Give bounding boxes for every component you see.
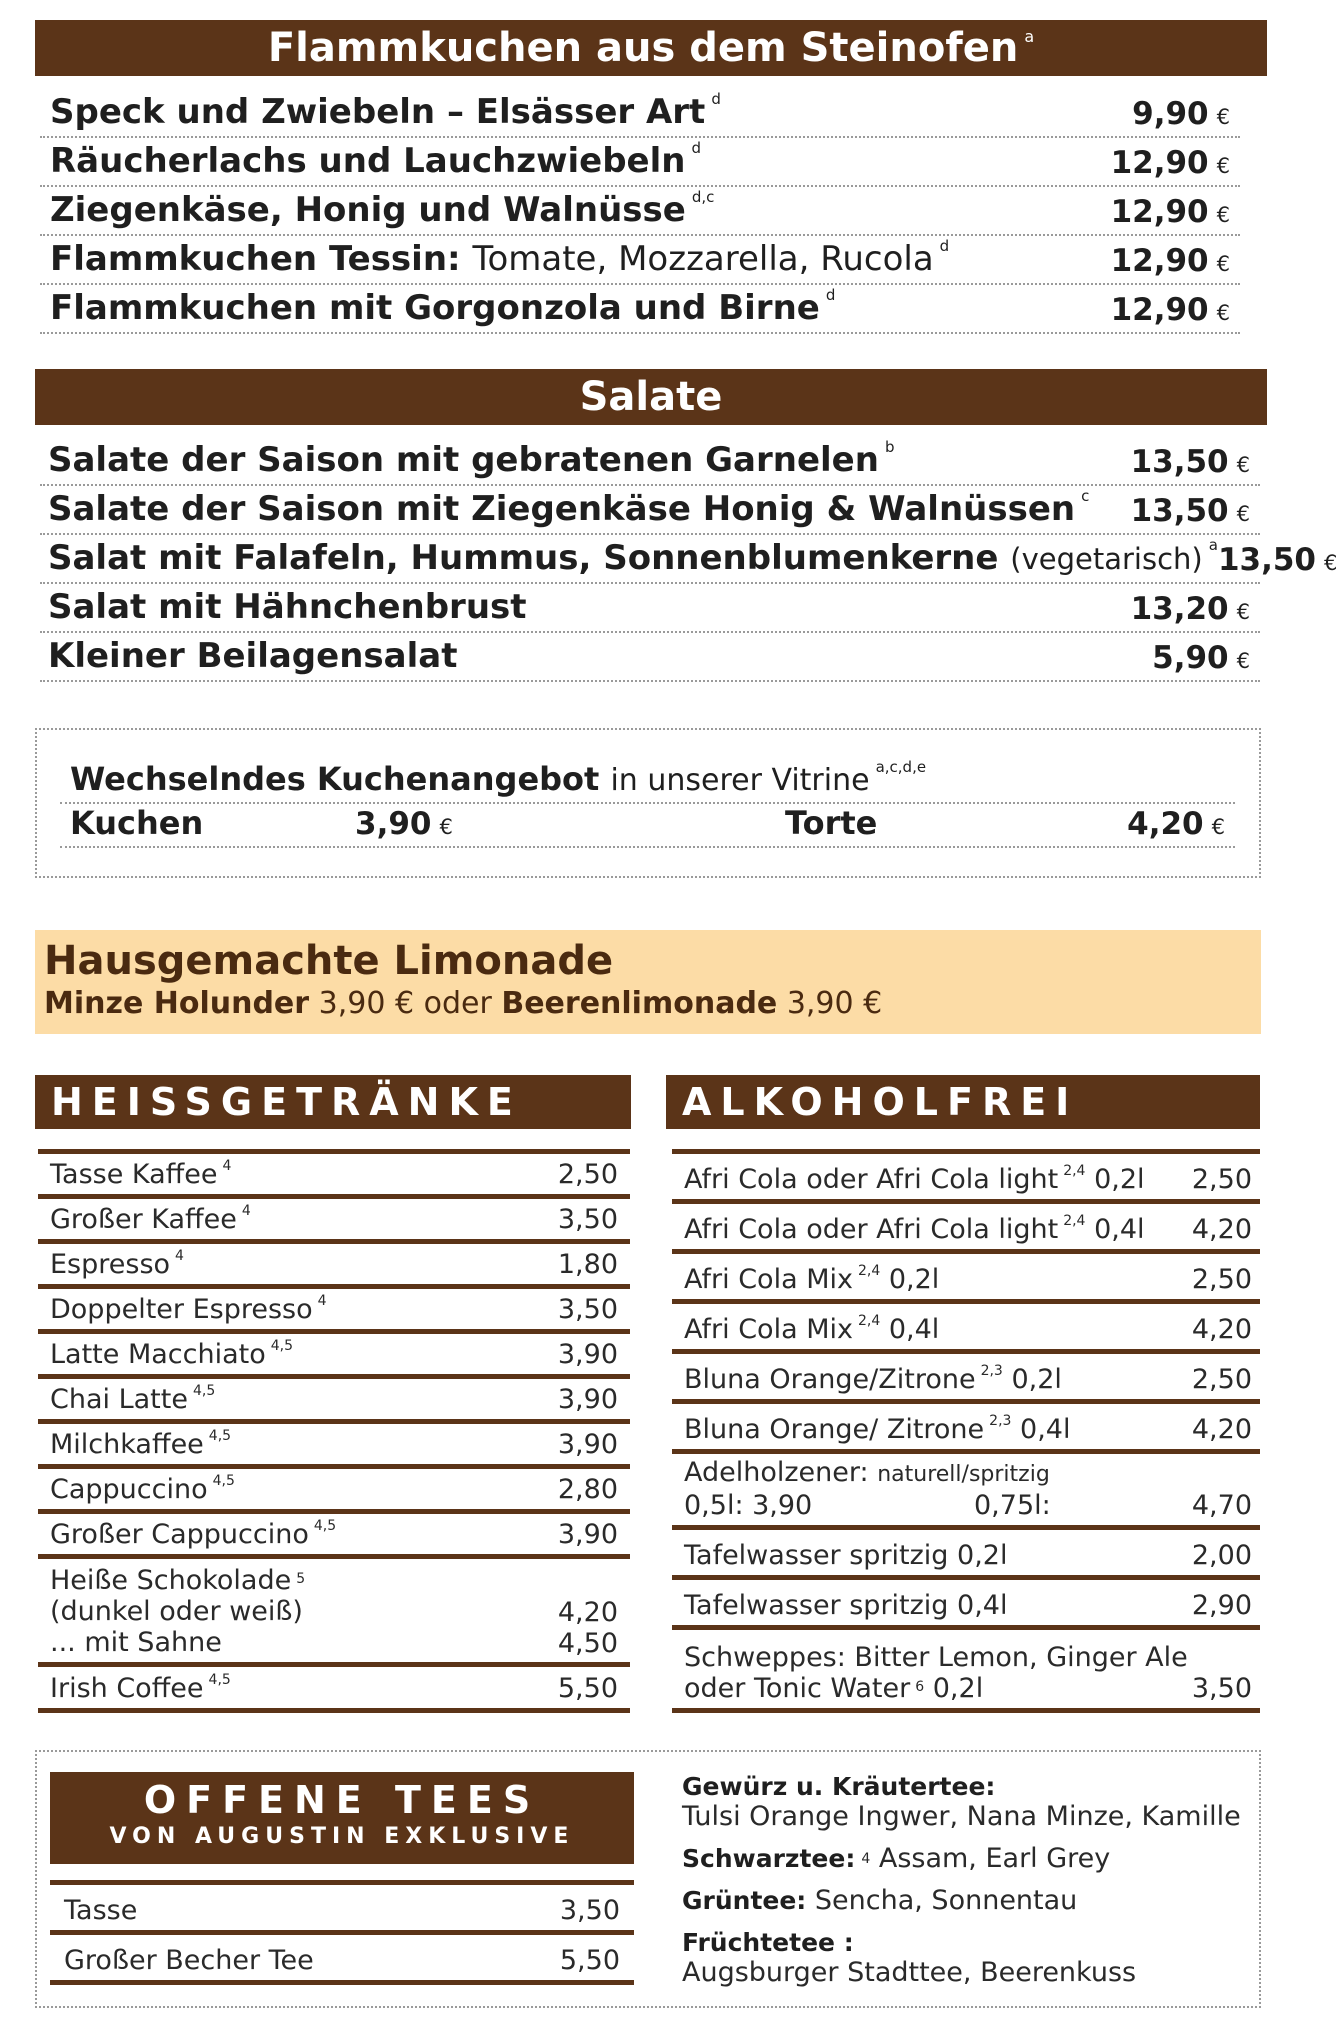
tee-sorten <box>682 1772 1252 1988</box>
heiss-title: HEISSGETRÄNKE <box>51 1080 522 1124</box>
menu-item: Salat mit Hähnchenbrust 13,20 € <box>40 584 1260 633</box>
alkoholfrei-header <box>666 1075 1260 1129</box>
menu-item: Salate der Saison mit gebratenen Garnelen $^b$ 13,50 € <box>40 436 1260 486</box>
menu-item: Salat mit Falafeln, Hummus, Sonnenblumenkerne (vegetarisch) $^a$ 13,50 € <box>40 535 1260 584</box>
menu-item: Räucherlachs und Lauchzwiebeln $^d$ 12,90 € <box>40 138 1240 187</box>
drink-row: Großer Cappuccino $^{4,5}$ 3,90 <box>38 1514 630 1559</box>
flammkuchen-title: Flammkuchen aus dem Steinofen <box>267 25 1019 71</box>
drink-row: Tasse Kaffee $^4$ 2,50 <box>38 1154 630 1199</box>
torte-label: Torte <box>785 804 878 842</box>
drink-row: Milchkaffee $^{4,5}$ 3,90 <box>38 1424 630 1469</box>
menu-item: Flammkuchen mit Gorgonzola und Birne $^d$ 12,90 € <box>40 285 1240 334</box>
drink-row: Latte Macchiato $^{4,5}$ 3,90 <box>38 1334 630 1379</box>
kraeutertee-sorten: Tulsi Orange Ingwer, Nana Minze, Kamille <box>682 1801 1241 1832</box>
limonade-title: Hausgemachte Limonade <box>44 938 614 984</box>
drink-row: Afri Cola oder Afri Cola light $^{2,4}$ 0,2l 2,50 <box>672 1154 1260 1204</box>
schwarztee: Schwarztee: $^4$ Assam, Earl Grey <box>682 1843 1111 1874</box>
drink-row: Afri Cola Mix $^{2,4}$ 0,2l 2,50 <box>672 1254 1260 1304</box>
fruechtetee-sorten: Augsburger Stadttee, Beerenkuss <box>682 1957 1137 1988</box>
limonade-line: Minze Holunder 3,90 € oder Beerenlimonade 3,90 € <box>44 986 883 1021</box>
drink-row: Großer Becher Tee 5,50 <box>50 1935 634 1985</box>
drink-row: Großer Kaffee $^4$ 3,50 <box>38 1199 630 1244</box>
kraeutertee-label: Gewürz u. Kräutertee: <box>682 1772 996 1801</box>
drink-row: Cappuccino $^{4,5}$ 2,80 <box>38 1469 630 1514</box>
menu-item: Kleiner Beilagensalat 5,90 € <box>40 633 1260 682</box>
drink-row: Doppelter Espresso $^4$ 3,50 <box>38 1289 630 1334</box>
drink-row-schweppes: Schweppes: Bitter Lemon, Ginger Ale oder Tonic Water $^6$ 0,2l 3,50 <box>672 1630 1260 1713</box>
tees-subtitle: VON AUGUSTIN EXKLUSIVE <box>109 1824 575 1849</box>
drink-row: Irish Coffee $^{4,5}$ 5,50 <box>38 1667 630 1713</box>
kuchen-heading: Wechselndes Kuchenangebot in unserer Vitrine $^{a,c,d,e}$ <box>60 752 1235 804</box>
salate-title: Salate <box>579 374 723 420</box>
flammkuchen-title-sup: a <box>1024 26 1035 46</box>
drink-row: Afri Cola oder Afri Cola light $^{2,4}$ 0,4l 4,20 <box>672 1204 1260 1254</box>
gruentee: Grüntee: Sencha, Sonnentau <box>682 1885 1078 1916</box>
flammkuchen-header <box>35 20 1267 76</box>
drink-row: Bluna Orange/ Zitrone $^{2,3}$ 0,4l 4,20 <box>672 1404 1260 1454</box>
menu-item: Salate der Saison mit Ziegenkäse Honig & Walnüssen $^c$ 13,50 € <box>40 486 1260 535</box>
menu-item: Speck und Zwiebeln – Elsässer Art $^d$ 9,90 € <box>40 88 1240 138</box>
drink-row: Afri Cola Mix $^{2,4}$ 0,4l 4,20 <box>672 1304 1260 1354</box>
tees-title: OFFENE TEES <box>143 1778 541 1822</box>
drink-row: Tafelwasser spritzig 0,4l 2,90 <box>672 1580 1260 1630</box>
drink-row: Chai Latte $^{4,5}$ 3,90 <box>38 1379 630 1424</box>
salate-header <box>35 369 1267 425</box>
menu-item: Ziegenkäse, Honig und Walnüsse $^{d,c}$ 12,90 € <box>40 187 1240 236</box>
kuchen-label: Kuchen <box>70 804 204 842</box>
drink-row: Espresso $^4$ 1,80 <box>38 1244 630 1289</box>
tees-header <box>50 1772 634 1864</box>
drink-row: Tasse 3,50 <box>50 1885 634 1935</box>
fruechtetee-label: Früchtetee : <box>682 1928 854 1957</box>
drink-row: Tafelwasser spritzig 0,2l 2,00 <box>672 1530 1260 1580</box>
limonade-box <box>35 930 1261 1034</box>
drink-row-adelholzener: Adelholzener: naturell/spritzig 0,5l: 3,90 0,75l: 4,70 <box>672 1454 1260 1530</box>
alkoholfrei-title: ALKOHOLFREI <box>682 1080 1079 1124</box>
drink-row: Bluna Orange/Zitrone $^{2,3}$ 0,2l 2,50 <box>672 1354 1260 1404</box>
menu-item: Flammkuchen Tessin: Tomate, Mozzarella, Rucola $^d$ 12,90 € <box>40 236 1240 285</box>
drink-row-schokolade: Heiße Schokolade $^5$ (dunkel oder weiß) ... mit Sahne 4,20 4,50 <box>38 1559 630 1667</box>
heiss-header <box>35 1075 631 1129</box>
kuchen-prices: Kuchen 3,90 € Torte 4,20 € <box>60 804 1235 848</box>
